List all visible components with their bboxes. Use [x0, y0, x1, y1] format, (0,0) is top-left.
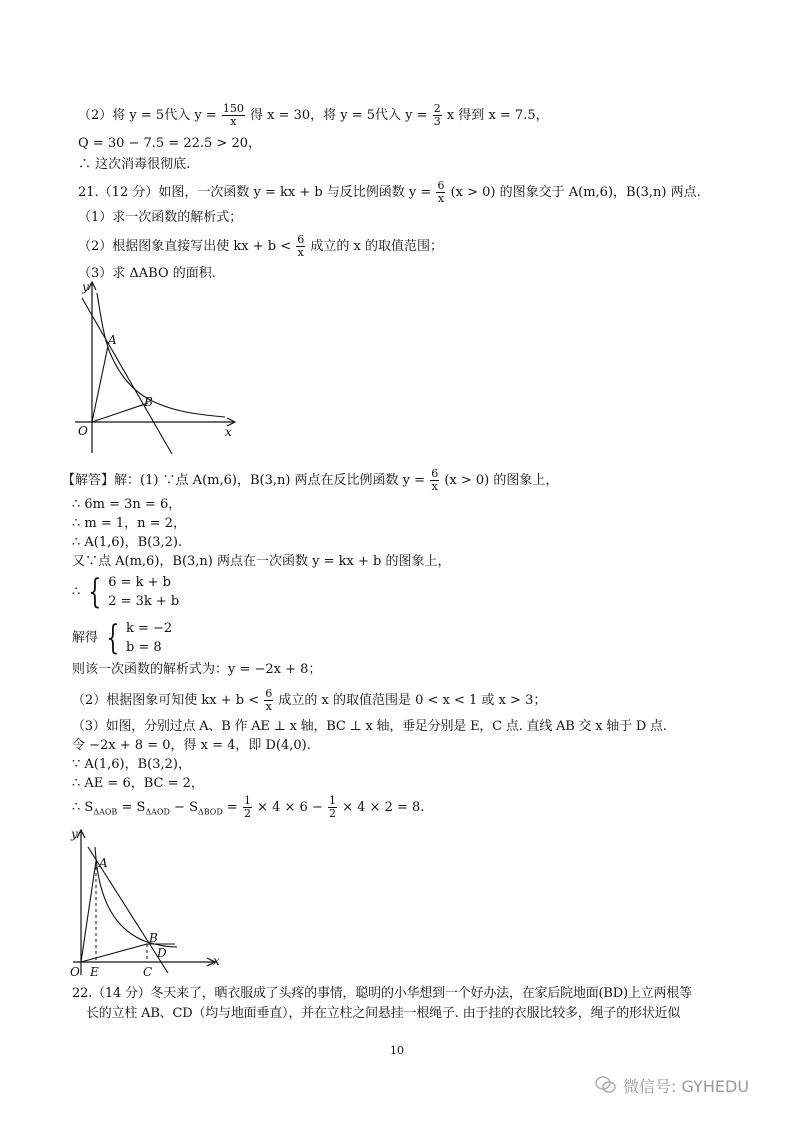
problem-graph — [70, 278, 250, 463]
text: (x > 0) 的图象上， — [444, 473, 559, 488]
point-a-label: A — [108, 333, 117, 347]
area-calculation: ∴ $S_{\Delta AOB} = S_{\Delta AOD} - S_{\Delta BOD}$ = $\frac{1}{2}$ × 4 × 6 − $\frac{1}{2}$ × 4 × 2 = 8. — [72, 794, 425, 820]
system: k = −2 b = 8 — [125, 621, 173, 655]
text: 【解答】解：(1) ∵点 A(m,6)，B(3,n) 两点在反比例函数 y = — [62, 473, 426, 488]
point-e-label: E — [90, 965, 99, 979]
brace: { — [88, 572, 102, 612]
origin-label: O — [78, 424, 88, 438]
solution-line: 又∵点 A(m,6)，B(3,n) 两点在一次函数 y = kx + b 的图象上， — [72, 554, 451, 569]
fraction: $\frac{1}{2}$ — [328, 794, 336, 820]
solution-part-3: （3）如图，分别过点 A、B 作 AE ⊥ x 轴，BC ⊥ x 轴，垂足分别是 E，C 点. 直线 AB 交 x 轴于 D 点. — [72, 719, 667, 734]
point-d-label: D — [157, 946, 167, 960]
system: 6 = k + b 2 = 3k + b — [108, 575, 180, 609]
problem-21-q1: （1）求一次函数的解析式； — [78, 210, 243, 225]
point-b-label: B — [144, 395, 153, 409]
problem-21-statement — [78, 180, 701, 205]
solution-line: ∵ A(1,6)，B(3,2)， — [72, 757, 191, 772]
fraction: $\frac{6}{x}$ — [297, 233, 305, 259]
problem-21-q2 — [78, 234, 443, 259]
text: 成立的 x 的取值范围是 0 < x < 1 或 x > 3； — [278, 693, 547, 708]
text: 解得 — [72, 630, 99, 646]
origin-label: O — [70, 965, 80, 979]
fraction: $\frac{6}{x}$ — [437, 179, 445, 205]
equation-system-1 — [72, 573, 179, 612]
solution-line: ∴ A(1,6)，B(3,2). — [72, 535, 183, 550]
text: （2）将 — [78, 108, 126, 123]
brace: { — [106, 618, 120, 658]
problem-22-line-1: 22.（14 分）冬天来了，晒衣服成了头疼的事情，聪明的小华想到一个好办法，在家后院地面(BD)上立两根等 — [72, 986, 692, 1001]
watermark — [595, 1072, 770, 1098]
solution-line: 令 −2x + 8 = 0，得 x = 4，即 D(4,0). — [72, 738, 311, 753]
text: x 得到 x = 7.5， — [446, 108, 549, 123]
x-axis-label: x — [213, 954, 220, 968]
fraction: $\frac{1}{2}$ — [243, 794, 251, 820]
text: （2）根据图象可知使 kx + b < — [72, 693, 260, 708]
text: （2）根据图象直接写出使 kx + b < — [78, 239, 292, 254]
text: (x > 0) 的图象交于 A(m,6)，B(3,n) 两点. — [450, 185, 701, 200]
problem-21-q3: （3）求 ΔABO 的面积. — [78, 266, 216, 281]
x-axis-label: x — [225, 425, 232, 439]
solution-line: 则该一次函数的解析式为：y = −2x + 8； — [72, 662, 322, 677]
equation-system-2 — [72, 619, 172, 658]
solution-line: ∴ m = 1，n = 2， — [72, 516, 186, 531]
point-a-label: A — [99, 856, 108, 870]
solution-line: ∴ AE = 6，BC = 2， — [72, 776, 204, 791]
solution-part-1-intro — [62, 468, 558, 493]
point-b-label: B — [149, 931, 158, 945]
fraction: $\frac{2}{3}$ — [433, 102, 441, 128]
solution-line-3: ∴ 这次消毒很彻底. — [78, 157, 191, 172]
fraction: $\frac{6}{x}$ — [431, 467, 439, 493]
fraction: $\frac{6}{x}$ — [265, 687, 273, 713]
text: y = 5代入 y = — [129, 108, 217, 123]
page-number: 10 — [390, 1044, 404, 1057]
fraction: $\frac{150}{x}$ — [222, 102, 244, 128]
text: 成立的 x 的取值范围； — [310, 239, 444, 254]
solution-line: ∴ 6m = 3n = 6， — [72, 497, 182, 512]
watermark-text: 微信号: GYHEDU — [623, 1076, 750, 1096]
y-axis-label: y — [82, 280, 89, 294]
problem-22-line-2: 长的立柱 AB、CD（均与地面垂直），并在立柱之间悬挂一根绳子. 由于挂的衣服比较多，绳子的形状近似 — [86, 1006, 681, 1021]
solution-graph — [65, 825, 235, 980]
solution-line-2: Q = 30 − 7.5 = 22.5 > 20， — [78, 136, 261, 151]
wechat-icon — [595, 1076, 617, 1094]
solution-line-1 — [78, 103, 549, 128]
text: 得 x = 30，将 y = 5代入 y = — [249, 108, 428, 123]
point-c-label: C — [143, 965, 153, 979]
text: ∴ — [72, 584, 81, 600]
text: 21.（12 分）如图，一次函数 y = kx + b 与反比例函数 y = — [78, 185, 432, 200]
solution-part-2 — [72, 688, 546, 713]
y-axis-label: y — [71, 827, 78, 841]
